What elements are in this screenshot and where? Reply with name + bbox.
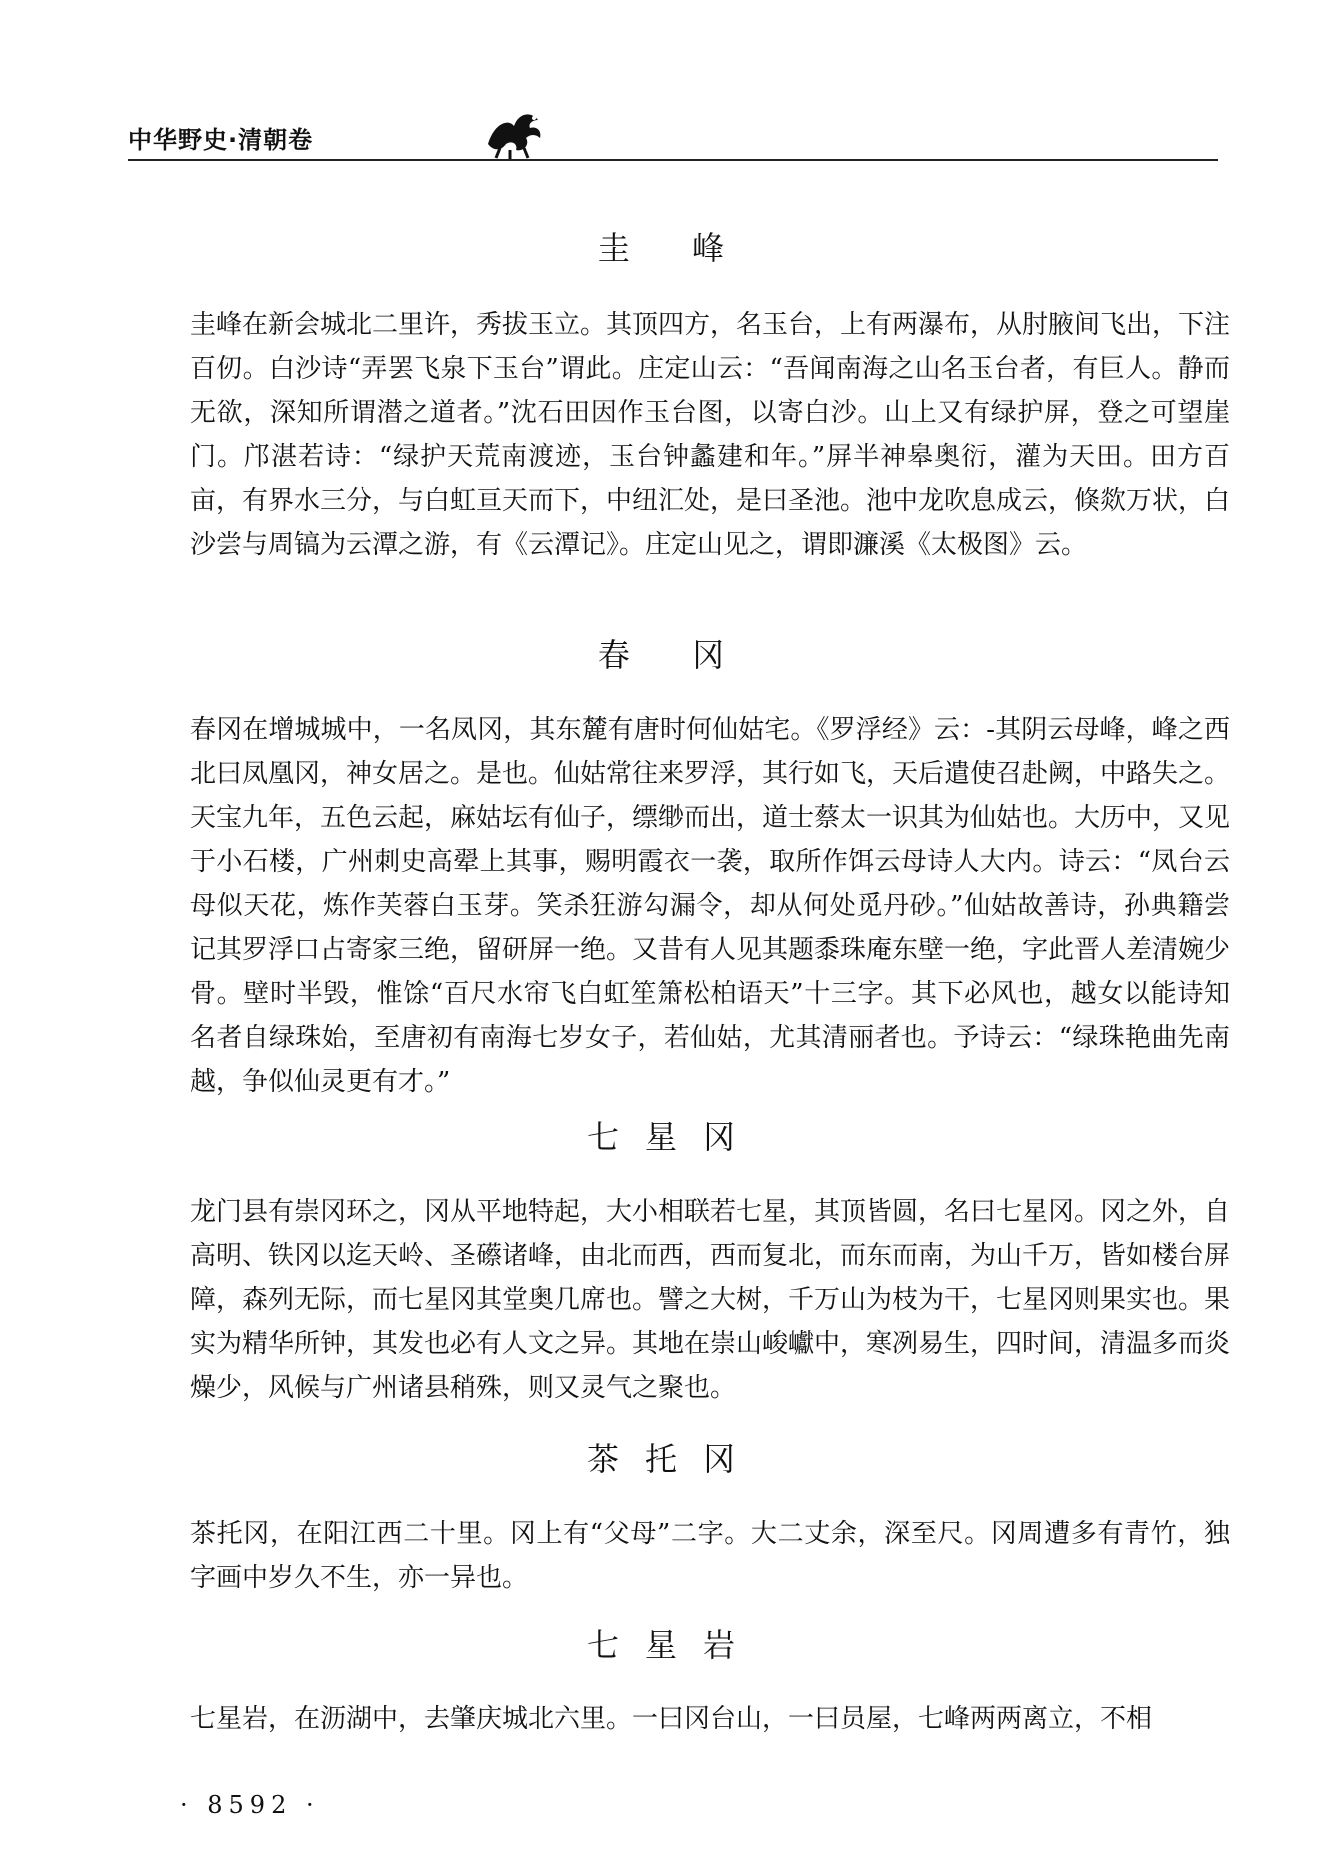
section-paragraph-chungang: 春冈在增城城中，一名凤冈，其东麓有唐时何仙姑宅。《罗浮经》云：-其阴云母峰，峰之西北曰凤凰冈，神女居之。是也。仙姑常往来罗浮，其行如飞，天后遣使召赴阙，中路失之。天宝九年，五色云起，麻姑坛有仙子，缥缈而出，道士蔡太一识其为仙姑也。大历中，又见于小石楼，广州刺史高翚上其事，赐明霞衣一袭，取所作饵云母诗人大内。诗云：“凤台云母似天花，炼作芙蓉白玉芽。笑杀狂游勾漏令，却从何处觅丹砂。”仙姑故善诗，孙典籍尝记其罗浮口占寄家三绝，留研屏一绝。又昔有人见其题黍珠庵东壁一绝，字此晋人差清婉少骨。壁时半毁，惟馀“百尺水帘飞白虹笙箫松柏语天”十三字。其下必风也，越女以能诗知名者自绿珠始，至唐初有南海七岁女子，若仙姑，尤其清丽者也。予诗云：“绿珠艳曲先南越，争似仙灵更有才。” bbox=[190, 715, 1231, 1097]
section-title-qixinggang: 七星冈 bbox=[586, 1118, 761, 1156]
dragon-emblem-icon bbox=[480, 104, 550, 160]
section-paragraph-qixinggang: 龙门县有崇冈环之，冈从平地特起，大小相联若七星，其顶皆圆，名曰七星冈。冈之外，自高明、铁冈以迄天岭、圣礤诸峰，由北而西，西而复北，而东而南，为山千万，皆如楼台屏障，森列无际，而七星冈其堂奥几席也。譬之大树，千万山为枝为干，七星冈则果实也。果实为精华所钟，其发也必有人文之异。其地在崇山峻巘中，寒冽易生，四时间，清温多而炎燥少，风候与广州诸县稍殊，则又灵气之聚也。 bbox=[190, 1197, 1231, 1403]
running-header bbox=[128, 112, 1218, 164]
section-title-chatuogang: 茶托冈 bbox=[586, 1440, 761, 1478]
section-title-qixingyan: 七星岩 bbox=[586, 1626, 761, 1664]
section-paragraph-chatuogang: 茶托冈，在阳江西二十里。冈上有“父母”二字。大二丈余，深至尺。冈周遭多有青竹，独字画中岁久不生，亦一异也。 bbox=[190, 1519, 1230, 1593]
page-number: · 8592 · bbox=[180, 1791, 320, 1819]
section-title-guifeng: 圭 峰 bbox=[597, 229, 751, 267]
header-rule bbox=[128, 159, 1218, 161]
running-header-title: 中华野史·清朝卷 bbox=[128, 126, 314, 154]
section-paragraph-guifeng: 圭峰在新会城北二里许，秀拔玉立。其顶四方，名玉台，上有两瀑布，从肘腋间飞出，下注百仞。白沙诗“弄罢飞泉下玉台”谓此。庄定山云：“吾闻南海之山名玉台者，有巨人。静而无欲，深知所谓潜之道者。”沈石田因作玉台图，以寄白沙。山上又有绿护屏，登之可望崖门。邝湛若诗：“绿护天荒南渡迹，玉台钟蠡建和年。”屏半神皋奥衍，灌为天田。田方百亩，有界水三分，与白虹亘天而下，中纽汇处，是曰圣池。池中龙吹息成云，倏欻万状，白沙尝与周镐为云潭之游，有《云潭记》。庄定山见之，谓即濂溪《太极图》云。 bbox=[190, 310, 1231, 560]
section-paragraph-qixingyan: 七星岩，在沥湖中，去肇庆城北六里。一曰冈台山，一曰员屋，七峰两两离立，不相 bbox=[190, 1704, 1153, 1734]
section-title-chungang: 春 冈 bbox=[597, 636, 751, 674]
